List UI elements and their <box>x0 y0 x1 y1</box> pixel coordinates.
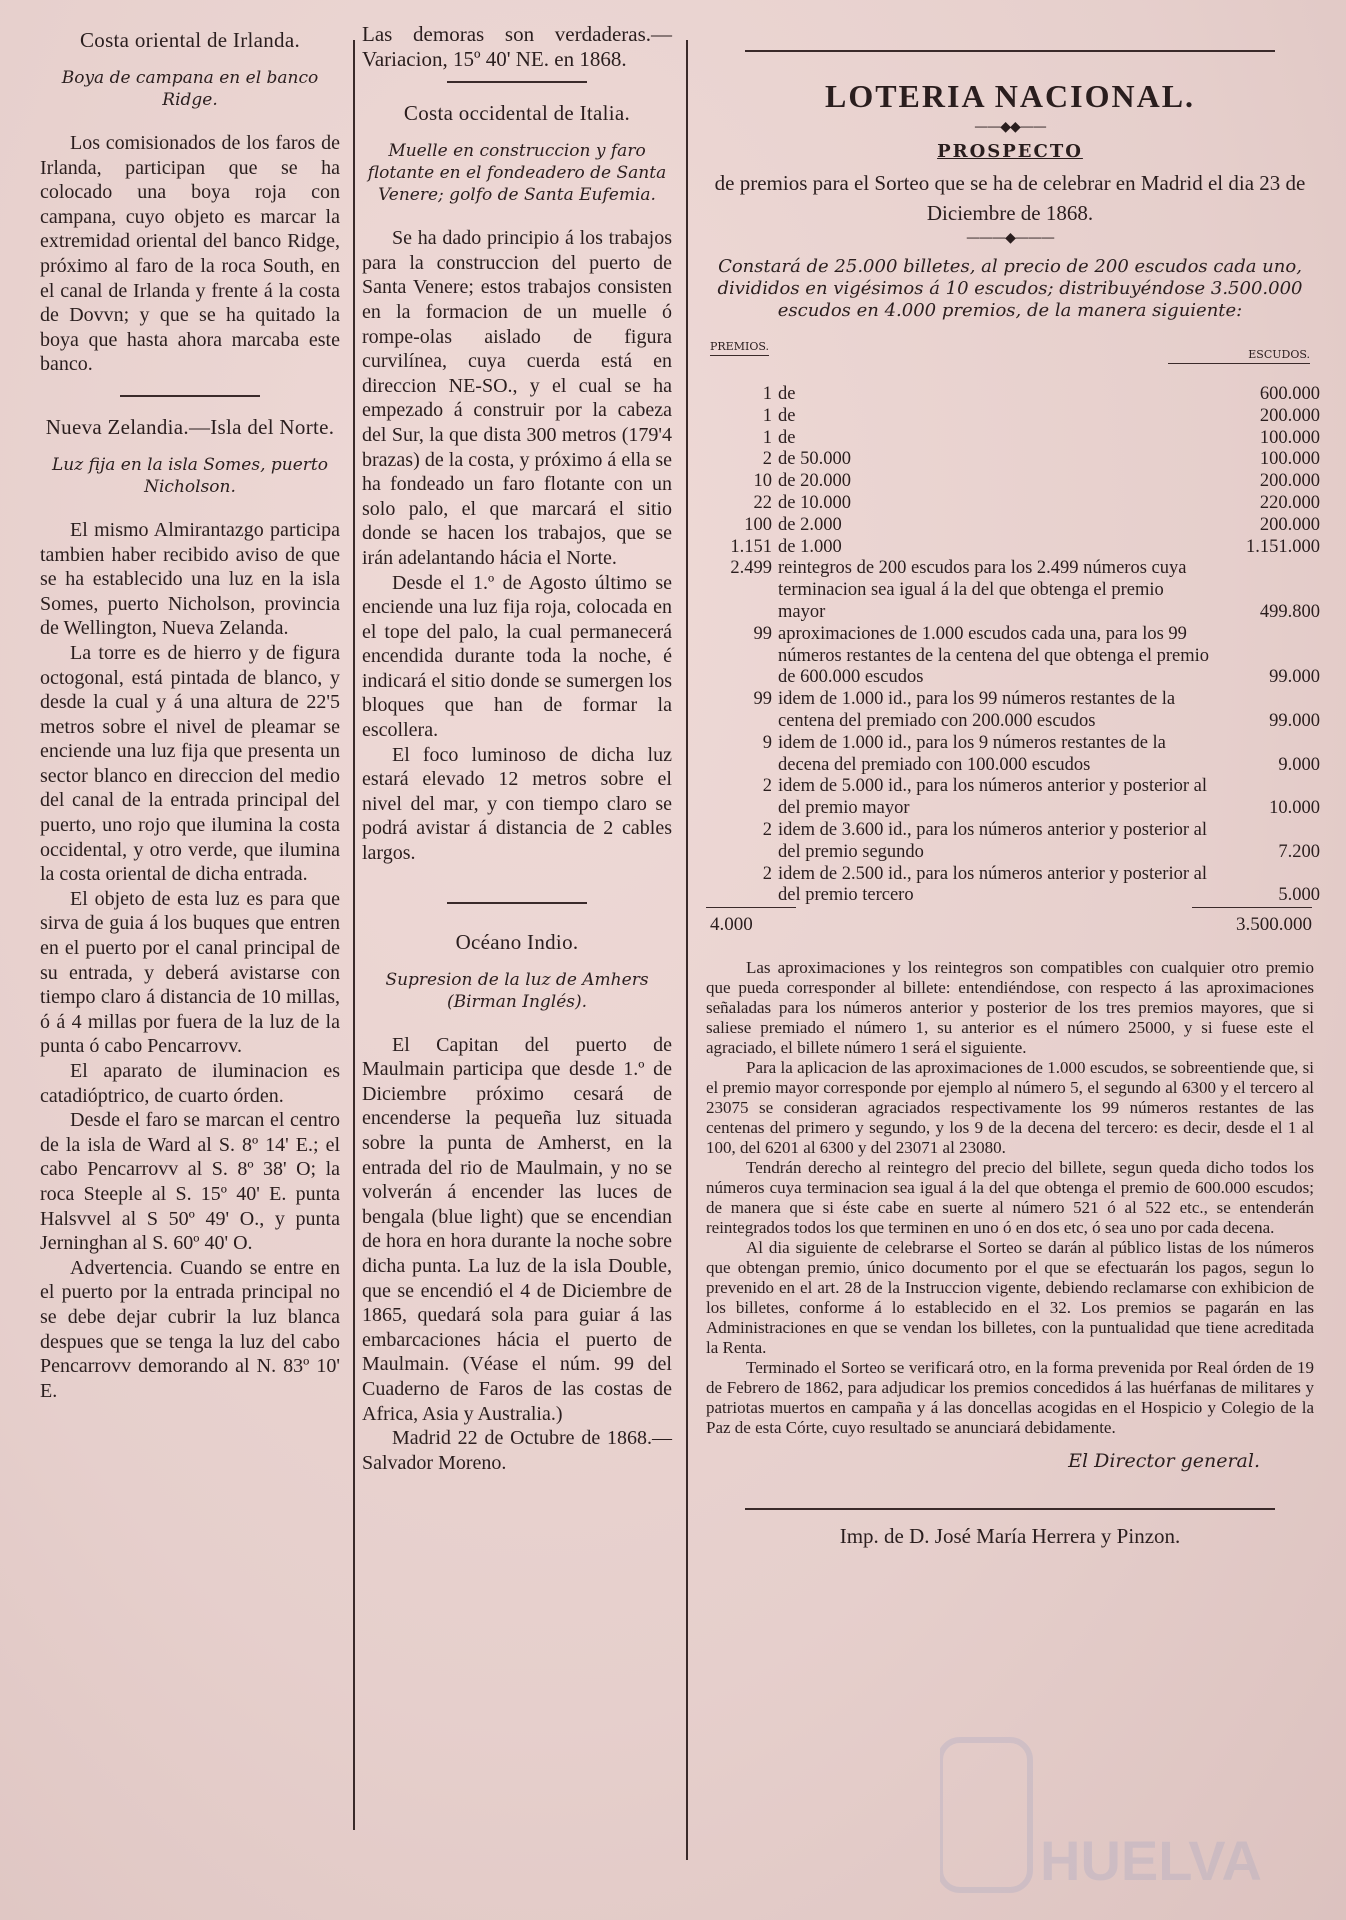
prize-amount: 600.000 <box>1259 384 1320 404</box>
prize-count: 99 <box>753 623 772 644</box>
prize-description: de 1.000 <box>778 536 842 557</box>
premios-header: PREMIOS. <box>710 340 769 356</box>
prize-amount: 99.000 <box>1269 710 1320 731</box>
total-count: 4.000 <box>710 914 753 936</box>
paragraph: Advertencia. Cuando se entre en el puerto por la entrada principal no se debe dejar cubrir la luz blanca despues que se tenga la luz del cabo Pencarrovv demorando al N. 83º 10' E. <box>40 1256 340 1402</box>
prize-amount: 1.151.000 <box>1246 536 1320 557</box>
prize-count: 10 <box>753 471 772 492</box>
prize-row <box>700 820 1320 864</box>
paragraph: El aparato de iluminacion es catadióptrico, de cuarto órden. <box>40 1060 340 1107</box>
prize-row <box>700 471 1320 493</box>
prize-table <box>700 384 1320 907</box>
prize-description: de 2.000 <box>778 514 842 535</box>
section-divider <box>447 902 587 904</box>
prize-row <box>700 493 1320 515</box>
subheading-boya: Boya de campana en el banco Ridge. <box>61 68 319 110</box>
paragraph: La torre es de hierro y de figura octogonal, está pintada de blanco, y desde la cual y á una altura de 22'5 metros sobre el nivel de pleamar se enciende una luz fija que presenta un sector blanco en direccion del medio del canal de la entrada principal del puerto, uno rojo que ilumina la costa occidental, y otro verde, que ilumina la costa oriental de dicha entrada. <box>40 641 340 886</box>
heading-irlanda: Costa oriental de Irlanda. <box>79 28 301 52</box>
prize-amount: 5.000 <box>1278 885 1320 906</box>
total-rule-left <box>706 907 796 908</box>
prize-amount: 200.000 <box>1259 514 1320 535</box>
imprint: Imp. de D. José María Herrera y Pinzon. <box>839 1524 1181 1549</box>
paragraph: Los comisionados de los faros de Irlanda, participan que se ha colocado una boya roja con campana, cuyo objeto es marcar la extremidad oriental del banco Ridge, próximo al faro de la roca South, en el canal de Irlanda y frente á la costa de Dovvn; y que se ha quitado la boya que hasta ahora marcaba este banco. <box>40 132 340 376</box>
subheading-muelle: Muelle en construccion y faro flotante en el fondeadero de Santa Venere; golfo de Santa Eufemia. <box>367 141 667 206</box>
prize-description: idem de 1.000 id., para los 99 números restantes de la centena del premiado con 200.000 escudos <box>778 689 1176 731</box>
prize-count: 99 <box>753 689 772 710</box>
prize-count: 2 <box>762 819 772 840</box>
column-3-loteria <box>700 22 1320 1549</box>
prize-amount: 200.000 <box>1259 471 1320 492</box>
section-divider <box>447 81 587 83</box>
prize-row <box>700 558 1320 623</box>
column-rule-right <box>686 40 688 1860</box>
prize-description: de <box>778 384 796 404</box>
prize-totals <box>700 914 1320 936</box>
subheading-supresion: Supresion de la luz de Amhers (Birman Inglés). <box>385 969 649 1012</box>
prize-description: idem de 1.000 id., para los 9 números restantes de la decena del premiado con 100.000 escudos <box>778 732 1166 775</box>
column-1 <box>40 22 340 1403</box>
lottery-terms: Constará de 25.000 billetes, al precio de 200 escudos cada uno, divididos en vigésimos á 10 escudos; distribuyéndose 3.500.000 escudos en 4.000 premios, de la manera siguiente: <box>717 256 1303 321</box>
prize-amount: 99.000 <box>1269 667 1320 688</box>
prize-row <box>700 449 1320 471</box>
prize-row <box>700 776 1320 820</box>
signature: El Director general. <box>1068 1450 1260 1473</box>
total-rule-right <box>1192 907 1312 908</box>
prize-count: 2.499 <box>730 558 772 579</box>
prize-count: 2 <box>762 776 772 797</box>
prize-row <box>700 406 1320 428</box>
prize-row <box>700 428 1320 450</box>
prize-amount: 100.000 <box>1259 449 1320 470</box>
prize-count: 2 <box>762 449 772 470</box>
paragraph: El Capitan del puerto de Maulmain participa que desde 1.º de Diciembre próximo cesará de encenderse la pequeña luz situada sobre la punta de Amherst, en la entrada del rio de Maulmain, y no se volverán á encender las luces de bengala (blue light) que se encendian de hora en hora durante la noche sobre dicha punta. La luz de la isla Double, que se encendió el 4 de Diciembre de 1865, quedará sola para guiar á las embarcaciones hácia el puerto de Maulmain. (Véase el núm. 99 del Cuaderno de Faros de las costas de Africa, Asia y Australia.) <box>362 1033 672 1425</box>
lottery-intro: de premios para el Sorteo que se ha de celebrar en Madrid el dia 23 de Diciembre de 1868. <box>714 171 1306 225</box>
prize-amount: 200.000 <box>1259 405 1320 426</box>
paragraph: Tendrán derecho al reintegro del precio del billete, segun queda dicho todos los números cuya terminacion sea igual á la del que obtenga el premio de 600.000 escudos; de manera que si éste cabe en suerte al número 521 ó al 522 etc., se entenderán reintegrados todos los que terminen en uno ó en dos etc, ó sea uno por cada decena. <box>706 1158 1314 1238</box>
heading-oceano-indio: Océano Indio. <box>455 929 579 954</box>
prize-row <box>700 733 1320 777</box>
paragraph: Al dia siguiente de celebrarse el Sorteo se darán al público listas de los números que obtengan premio, único documento por el que se efectuarán los pagos, segun lo prevenido en el art. 28 de la Instruccion vigente, debiendo reclamarse con exhibicion de los billetes, conforme á lo establecido en el 32. Los premios se pagarán en las Administraciones en que se vendan los billetes, con la puntualidad que tiene acreditada la Renta. <box>706 1238 1314 1358</box>
prize-row <box>700 624 1320 689</box>
bottom-rule <box>745 1508 1275 1510</box>
prize-amount: 10.000 <box>1269 798 1320 819</box>
column-2 <box>362 22 672 1475</box>
prize-amount: 220.000 <box>1259 492 1320 513</box>
flourish-ornament: ———◆——— <box>966 230 1054 246</box>
paragraph: Las demoras son verdaderas.—Variacion, 15º 40' NE. en 1868. <box>362 22 672 71</box>
paragraph: Madrid 22 de Octubre de 1868.—Salvador Moreno. <box>362 1427 672 1474</box>
prize-count: 9 <box>762 732 772 753</box>
column-rule-left <box>353 40 355 1830</box>
prize-count: 100 <box>744 514 772 535</box>
prize-count: 1.151 <box>730 536 772 557</box>
total-value: 3.500.000 <box>1236 914 1312 936</box>
prize-count: 1 <box>762 427 772 448</box>
prize-amount: 100.000 <box>1259 427 1320 448</box>
prospecto-heading: PROSPECTO <box>937 141 1083 162</box>
prize-amount: 9.000 <box>1278 754 1320 775</box>
subheading-luz-somes: Luz fija en la isla Somes, puerto Nicholson. <box>52 454 328 497</box>
flourish-ornament: ——◆◆—— <box>974 119 1046 135</box>
prize-amount: 499.800 <box>1259 601 1320 622</box>
paragraph: Desde el 1.º de Agosto último se enciende una luz fija roja, colocada en el tope del palo, la cual permanecerá encendida durante toda la noche, é indicará el sitio donde se sumergen los bloques que han de formar la escollera. <box>362 571 672 742</box>
paragraph: Terminado el Sorteo se verificará otro, en la forma prevenida por Real órden de 19 de Febrero de 1862, para adjudicar los premios concedidos á las huérfanas de militares y patriotas muertos en campaña y á las doncellas acogidas en el Hospicio y Colegio de la Paz de esta Córte, cuyo resultado se anunciará debidamente. <box>706 1358 1314 1438</box>
prize-row <box>700 515 1320 537</box>
prize-description: reintegros de 200 escudos para los 2.499 números cuya terminacion sea igual á la del que obtenga el premio mayor <box>778 558 1187 622</box>
escudos-header: ESCUDOS. <box>1168 348 1310 364</box>
paragraph: El foco luminoso de dicha luz estará elevado 12 metros sobre el nivel del mar, y con tiempo claro se podrá avistar á distancia de 2 cables largos. <box>362 743 672 865</box>
paragraph: El objeto de esta luz es para que sirva de guia á los buques que entren en el puerto por el canal principal de su entrada, y deberá avistarse con tiempo claro á distancia de 10 millas, ó á 4 millas por fuera de la luz de la punta ó cabo Pencarrovv. <box>40 887 340 1058</box>
prize-row <box>700 537 1320 559</box>
prize-description: de <box>778 427 796 448</box>
prize-description: de 50.000 <box>778 449 851 470</box>
prize-row <box>700 384 1320 406</box>
section-divider <box>120 395 260 397</box>
prize-description: aproximaciones de 1.000 escudos cada una, para los 99 números restantes de la centena del que obtenga el premio de 600.000 escudos <box>778 623 1209 688</box>
paragraph: El mismo Almirantazgo participa tambien haber recibido aviso de que se ha establecido una luz en la isla Somes, puerto Nicholson, provincia de Wellington, Nueva Zelanda. <box>40 518 340 640</box>
heading-nueva-zelandia: Nueva Zelandia.—Isla del Norte. <box>45 414 335 439</box>
prize-table-header <box>700 340 1320 384</box>
prize-description: de <box>778 405 796 426</box>
paragraph: Las aproximaciones y los reintegros son compatibles con cualquier otro premio que pueda corresponder al billete: entendiéndose, con respecto á las aproximaciones señaladas para los números anterior y posterior de los tres premios mayores, que si saliese premiado el número 1, su anterior es el número 25000, y si fuese este el agraciado, el billete número 1 será el siguiente. <box>706 958 1314 1058</box>
prize-count: 22 <box>753 492 772 513</box>
prize-count: 1 <box>762 405 772 426</box>
prize-description: de 10.000 <box>778 492 851 513</box>
paragraph: Para la aplicacion de las aproximaciones de 1.000 escudos, se sobreentiende que, si el premio mayor corresponde por ejemplo al número 5, el segundo al 6300 y el tercero al 23075 se consideran agraciados respectivamente los 99 números restantes de las centenas del primero y segundo, y los 9 de la decena del tercero: es decir, desde el 1 al 100, del 6201 al 6300 y del 23071 al 23080. <box>706 1058 1314 1158</box>
prize-count: 1 <box>762 384 772 404</box>
stamp-text: HUELVA <box>1040 1829 1262 1892</box>
lottery-title: LOTERIA NACIONAL. <box>824 78 1196 114</box>
prize-amount: 7.200 <box>1278 841 1320 862</box>
heading-italia: Costa occidental de Italia. <box>403 101 631 126</box>
prize-description: idem de 3.600 id., para los números anterior y posterior al del premio segundo <box>778 819 1207 862</box>
paragraph: Se ha dado principio á los trabajos para la construccion del puerto de Santa Venere; estos trabajos consisten en la formacion de un muelle ó rompe-olas aislado de figura curvilínea, cuya cuerda está en direccion NE-SO., y el cual se ha empezado á construir por la cabeza del Sur, la que dista 300 metros (179'4 brazas) de la costa, y próximo á ella se ha fondeado un faro flotante con un solo palo, el que marcará el sitio donde se hacen los trabajos, que se irán adelantando hácia el Norte. <box>362 227 672 569</box>
prize-description: idem de 5.000 id., para los números anterior y posterior al del premio mayor <box>778 776 1207 819</box>
prize-row <box>700 864 1320 908</box>
prize-description: de 20.000 <box>778 471 851 492</box>
library-stamp-watermark <box>940 1730 1270 1900</box>
prize-count: 2 <box>762 863 772 884</box>
prize-row <box>700 689 1320 733</box>
top-rule <box>745 50 1275 52</box>
paragraph: Desde el faro se marcan el centro de la isla de Ward al S. 8º 14' E.; el cabo Pencarrovv al S. 8º 38' O; la roca Steeple al S. 15º 40' E. punta Halsvvel al S 50º 49' O., y punta Jerninghan al S. 60º 40' O. <box>40 1109 340 1255</box>
prize-description: idem de 2.500 id., para los números anterior y posterior al del premio tercero <box>778 863 1207 906</box>
